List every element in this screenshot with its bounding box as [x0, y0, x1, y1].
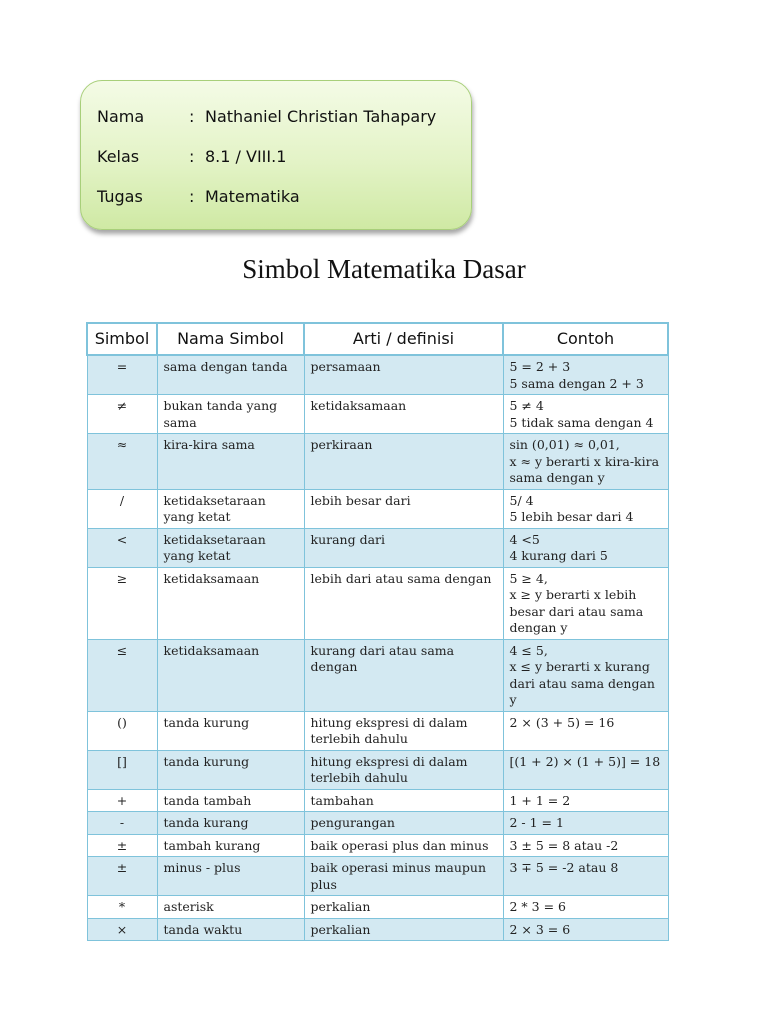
definition-cell: lebih besar dari: [304, 489, 503, 528]
definition-cell: baik operasi plus dan minus: [304, 834, 503, 857]
table-row: [87, 896, 668, 919]
definition-cell: lebih dari atau sama dengan: [304, 567, 503, 639]
table-row: [87, 750, 668, 789]
symbol-cell: *: [87, 896, 157, 919]
definition-cell: perkalian: [304, 918, 503, 941]
symbol-cell: ±: [87, 857, 157, 896]
table-header-row: [87, 323, 668, 355]
example-text: sin (0,01) ≈ 0,01, x ≈ y berarti x kira-kira sama dengan y: [509, 437, 660, 485]
table-row: [87, 434, 668, 490]
name-cell: asterisk: [157, 896, 304, 919]
example-text: 2 * 3 = 6: [509, 899, 566, 914]
name-cell: bukan tanda yang sama: [157, 395, 304, 434]
symbol-cell: []: [87, 750, 157, 789]
definition-cell: pengurangan: [304, 812, 503, 835]
table-row: [87, 789, 668, 812]
info-row-kelas: [97, 144, 286, 168]
symbol-cell: ≤: [87, 639, 157, 711]
symbol-cell: +: [87, 789, 157, 812]
name-cell: ketidaksamaan: [157, 639, 304, 711]
example-cell: [503, 489, 668, 528]
name-cell: kira-kira sama: [157, 434, 304, 490]
example-text: 1 + 1 = 2: [509, 792, 571, 808]
definition-cell: baik operasi minus maupun plus: [304, 857, 503, 896]
definition-cell: persamaan: [304, 355, 503, 395]
example-cell: [503, 639, 668, 711]
table-row: [87, 489, 668, 528]
kelas-separator: :: [189, 146, 195, 166]
name-cell: ketidaksamaan: [157, 567, 304, 639]
name-cell: ketidaksetaraan yang ketat: [157, 489, 304, 528]
example-cell: [503, 567, 668, 639]
example-text: 2 × (3 + 5) = 16: [509, 714, 615, 730]
definition-cell: perkalian: [304, 896, 503, 919]
symbol-cell: ≈: [87, 434, 157, 490]
table-row: [87, 355, 668, 395]
example-cell: [503, 834, 668, 857]
symbol-cell: ≠: [87, 395, 157, 434]
symbol-cell: (): [87, 711, 157, 750]
symbol-cell: <: [87, 528, 157, 567]
example-text: 2 - 1 = 1: [509, 815, 564, 830]
definition-cell: perkiraan: [304, 434, 503, 490]
header-simbol: Simbol: [87, 323, 157, 355]
table-row: [87, 812, 668, 835]
example-cell: [503, 896, 668, 919]
symbol-cell: -: [87, 812, 157, 835]
name-cell: minus - plus: [157, 857, 304, 896]
info-row-tugas: [97, 184, 300, 208]
student-info-card: [80, 80, 472, 230]
example-text: 4 <5 4 kurang dari 5: [509, 531, 608, 563]
example-cell: [503, 711, 668, 750]
table-row: [87, 567, 668, 639]
example-text: 4 ≤ 5, x ≤ y berarti x kurang dari atau sama dengan y: [509, 642, 655, 707]
kelas-value: 8.1 / VIII.1: [205, 146, 287, 166]
page-title: Simbol Matematika Dasar: [242, 254, 526, 284]
tugas-value: Matematika: [205, 186, 300, 206]
header-arti-definisi: Arti / definisi: [304, 323, 503, 355]
tugas-label: Tugas: [97, 186, 143, 206]
name-cell: tambah kurang: [157, 834, 304, 857]
table-row: [87, 711, 668, 750]
nama-separator: :: [189, 106, 195, 126]
symbol-cell: ≥: [87, 567, 157, 639]
nama-label: Nama: [97, 106, 145, 126]
example-cell: [503, 395, 668, 434]
definition-cell: kurang dari: [304, 528, 503, 567]
definition-cell: hitung ekspresi di dalam terlebih dahulu: [304, 750, 503, 789]
example-text: 5 = 2 + 3 5 sama dengan 2 + 3: [509, 359, 644, 391]
name-cell: tanda kurung: [157, 711, 304, 750]
name-cell: tanda waktu: [157, 918, 304, 941]
example-cell: [503, 857, 668, 896]
name-cell: sama dengan tanda: [157, 355, 304, 395]
name-cell: ketidaksetaraan yang ketat: [157, 528, 304, 567]
definition-cell: ketidaksamaan: [304, 395, 503, 434]
symbol-cell: =: [87, 355, 157, 395]
example-text: 5 ≠ 4 5 tidak sama dengan 4: [509, 398, 654, 430]
symbol-cell: ×: [87, 918, 157, 941]
kelas-label: Kelas: [97, 146, 140, 166]
header-contoh: Contoh: [503, 323, 668, 355]
example-cell: [503, 355, 668, 395]
table-row: [87, 857, 668, 896]
table-row: [87, 395, 668, 434]
example-cell: [503, 528, 668, 567]
definition-cell: kurang dari atau sama dengan: [304, 639, 503, 711]
example-cell: [503, 434, 668, 490]
name-cell: tanda tambah: [157, 789, 304, 812]
example-cell: [503, 750, 668, 789]
table-row: [87, 639, 668, 711]
example-text: 3 ∓ 5 = -2 atau 8: [509, 860, 619, 875]
example-cell: [503, 812, 668, 835]
tugas-separator: :: [189, 186, 195, 206]
name-cell: tanda kurang: [157, 812, 304, 835]
symbol-cell: /: [87, 489, 157, 528]
example-text: 3 ± 5 = 8 atau -2: [509, 837, 619, 853]
example-cell: [503, 789, 668, 812]
table-row: [87, 834, 668, 857]
nama-value: Nathaniel Christian Tahapary: [205, 106, 437, 126]
definition-cell: tambahan: [304, 789, 503, 812]
math-symbols-table: [86, 322, 669, 941]
example-text: 2 × 3 = 6: [509, 921, 571, 937]
header-nama-simbol: Nama Simbol: [157, 323, 304, 355]
table-row: [87, 918, 668, 941]
example-text: 5/ 4 5 lebih besar dari 4: [509, 492, 634, 524]
example-text: 5 ≥ 4, x ≥ y berarti x lebih besar dari atau sama dengan y: [509, 570, 644, 635]
info-row-nama: [97, 104, 436, 128]
table-row: [87, 528, 668, 567]
symbol-cell: ±: [87, 834, 157, 857]
name-cell: tanda kurung: [157, 750, 304, 789]
example-cell: [503, 918, 668, 941]
example-text: [(1 + 2) × (1 + 5)] = 18: [509, 753, 661, 769]
definition-cell: hitung ekspresi di dalam terlebih dahulu: [304, 711, 503, 750]
